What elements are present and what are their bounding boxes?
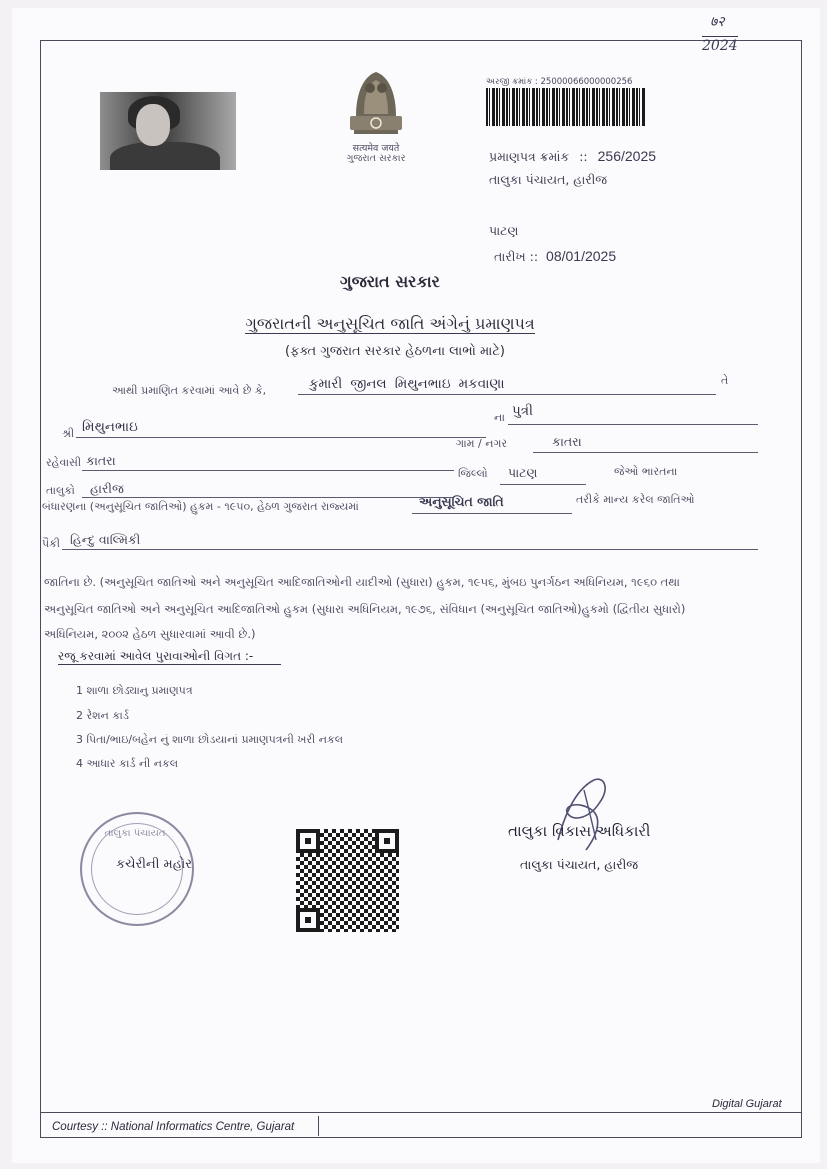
relation: પુત્રી xyxy=(512,403,533,419)
village: કાતરા xyxy=(552,434,582,449)
evidence-item-2: 2 રેશન કાર્ડ xyxy=(76,709,129,722)
evidence-item-4: 4 આધાર કાર્ડ ની નકલ xyxy=(76,757,179,770)
handwritten-note-line1: ७२ xyxy=(710,14,725,30)
barcode xyxy=(486,88,646,126)
issue-date-row xyxy=(494,248,616,265)
shri-label: શ્રી xyxy=(62,427,75,440)
handwritten-note-line2: 2024 xyxy=(702,38,738,54)
seal-text: તાલુકા પંચાયત xyxy=(104,828,166,839)
footer-digital-gujarat: Digital Gujarat xyxy=(712,1098,782,1110)
evidence-item-1: 1 શાળા છોડ્યાનુ પ્રમાણપત્ર xyxy=(76,684,193,697)
certificate-number-row xyxy=(489,148,656,165)
recognized-text: તરીકે માન્ય કરેલ જાતિઓ xyxy=(576,493,695,506)
village-label: ગામ / નગર xyxy=(456,437,508,450)
issuing-district: પાટણ xyxy=(489,223,519,238)
resident: કાતરા xyxy=(86,453,116,468)
officer-office: તાલુકા પંચાયત, હારીજ xyxy=(520,857,639,872)
ashoka-emblem-icon xyxy=(340,62,412,140)
para-line-3: અધિનિયમ, ૨૦૦૨ હેઠળ સુધારવામાં આવી છે.) xyxy=(44,627,256,641)
certificate-number: 256/2025 xyxy=(597,148,657,164)
evidence-item-3: 3 પિતા/ભાઇ/બહેન નું શાળા છોડયાનાં પ્રમાણપત્રની ખરી નકલ xyxy=(76,733,344,746)
category: અનુસૂચિત જાતિ xyxy=(419,494,504,509)
qr-code xyxy=(296,829,399,932)
certificate-number-sep: :: xyxy=(579,149,588,164)
certificate-title: ગુજરાતની અનુસૂચિત જાતિ અંગેનું પ્રમાણપત્ર xyxy=(245,314,535,333)
father-name: મિથુનભાઇ xyxy=(82,419,138,435)
para-line-2: અનુસૂચિત જાતિઓ અને અનુસૂચિત આદિજાતિઓ હુકમ (સુધારા અધિનિયમ, ૧૯૭૬, સંવિધાન (અનુસૂચિત જાતિઓ)હુકમો (દ્વિતીય સુધારો) xyxy=(44,602,686,616)
caste: હિન્દુ વાલ્મિકી xyxy=(70,532,141,547)
resident-label: રહેવાસી xyxy=(46,456,82,469)
certificate-subtitle: (ફક્ત ગુજરાત સરકાર હેઠળના લાભો માટે) xyxy=(285,344,505,359)
government-heading: ગુજરાત સરકાર xyxy=(340,272,440,291)
para-line-1: જાતિના છે. (અનુસૂચિત જાતિઓ અને અનુસૂચિત આદિજાતિઓની યાદીઓ (સુધારા) હુકમ, ૧૯૫૬, મુંબઇ પુનર્ગઠન અધિનિયમ, ૧૯૬૦ તથા xyxy=(44,575,680,589)
certify-prefix: આથી પ્રમાણિત કરવામાં આવે છે કે, xyxy=(112,384,267,397)
issuing-office: તાલુકા પંચાયત, હારીજ xyxy=(489,172,608,187)
taluka: હારીજ xyxy=(90,481,124,496)
constitution-text: બંધારણના (અનુસૂચિત જાતિઓ) હુકમ - ૧૯૫૦, હેઠળ ગુજરાત રાજ્યમાં xyxy=(42,500,359,513)
issue-date: 08/01/2025 xyxy=(546,248,617,264)
district-label: જિલ્લો xyxy=(458,467,488,480)
country-text: જેઓ ભારતના xyxy=(614,465,678,478)
officer-title: તાલુકા વિકાસ અધિકારી xyxy=(508,822,651,840)
na-label: ના xyxy=(494,411,505,424)
certificate-number-label: પ્રમાણપત્ર ક્રમાંક xyxy=(489,149,570,164)
te-word: તે xyxy=(721,374,729,387)
among-label: પૈકી xyxy=(42,537,61,550)
officer-signature xyxy=(548,770,628,860)
taluka-label: તાલુકો xyxy=(46,484,75,497)
evidence-heading: રજૂ કરવામાં આવેલ પુરાવાઓની વિગત :- xyxy=(58,649,281,665)
footer-courtesy: Courtesy :: National Informatics Centre, Gujarat xyxy=(52,1121,295,1133)
office-seal-label: કચેરીની મહોર xyxy=(116,857,192,872)
district: પાટણ xyxy=(508,465,538,480)
applicant-name: કુમારી જીનલ મિથુનભાઇ મકવાણા xyxy=(309,376,505,392)
issue-date-label: તારીખ :: xyxy=(494,249,539,264)
application-number: અરજી ક્રમાંક : 25000066000000256 xyxy=(486,77,633,87)
title-wrap xyxy=(240,314,540,334)
applicant-photo xyxy=(100,92,236,170)
emblem-motto: सत्यमेव जयते xyxy=(352,143,400,154)
emblem-org: ગુજરાત સરકાર xyxy=(346,153,406,164)
